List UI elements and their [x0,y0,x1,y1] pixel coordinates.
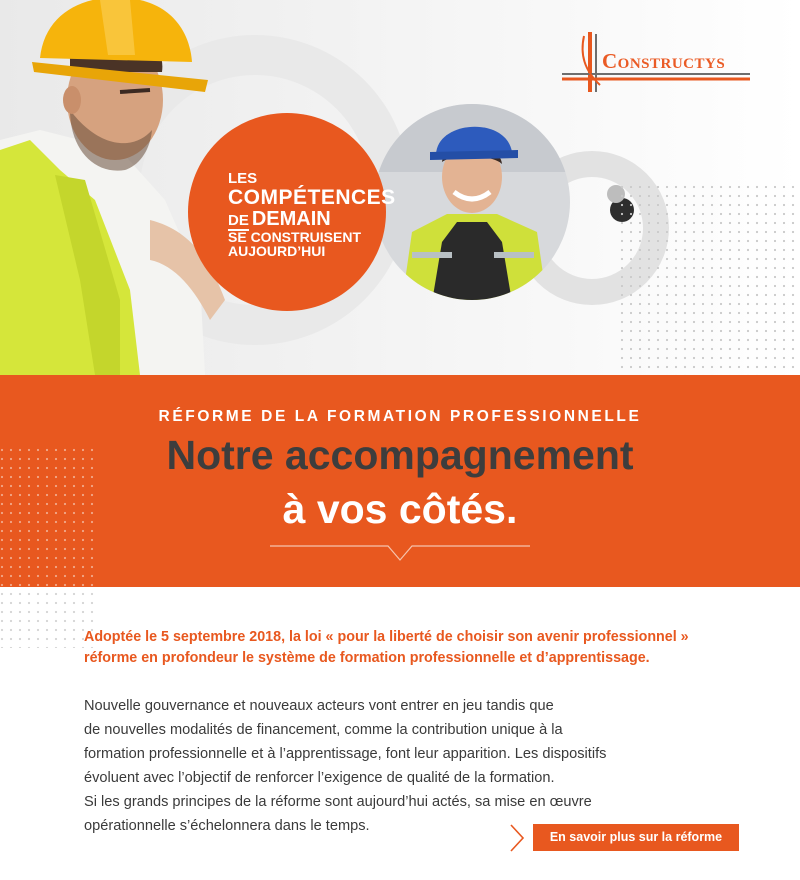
slogan-text [228,171,396,259]
paragraph-line: de nouvelles modalités de financement, comme la contribution unique à la [84,722,563,738]
slogan-line-2: COMPÉTENCES [228,185,396,209]
slogan-line-4: SE CONSTRUISENT [228,228,362,245]
slogan-line-5: AUJOURD’HUI [228,243,326,260]
slogan-line-3 [228,209,396,230]
paragraph-line: opérationnelle s’échelonnera dans le temps. [84,818,370,834]
paragraph-line: Si les grands principes de la réforme sont aujourd’hui actés, sa mise en œuvre [84,794,592,810]
dot-pattern-right [620,185,800,375]
intro-text: Adoptée le 5 septembre 2018, la loi « pour la liberté de choisir son avenir professionnel » réforme en profondeur le système de formation professionnelle et d’apprentissage. [84,629,689,666]
reform-band [0,375,800,587]
reform-description [84,694,744,838]
hero-banner [0,0,800,375]
paragraph-line: formation professionnelle et à l’apprentissage, font leur apparition. Les dispositifs [84,746,607,762]
chevron-right-icon[interactable] [508,823,526,853]
speech-pointer-divider [270,540,530,568]
learn-more-reform-button[interactable]: En savoir plus sur la réforme [533,824,739,851]
slogan-demain: DEMAIN [251,207,331,230]
slogan-circle [188,113,396,311]
logo-text: Constructys [602,49,726,73]
band-headline-line-2: à vos côtés. [282,486,518,532]
slogan-de: DE [228,211,249,229]
band-kicker: RÉFORME DE LA FORMATION PROFESSIONNELLE [158,408,642,425]
woman-photo-circle [372,102,572,302]
constructys-logo[interactable] [560,30,760,95]
paragraph-line: évoluent avec l’objectif de renforcer l’exigence de qualité de la formation. [84,770,555,786]
band-headline-line-1: Notre accompagnement [166,432,634,478]
paragraph-line: Nouvelle gouvernance et nouveaux acteurs vont entrer en jeu tandis que [84,698,554,714]
dot-pattern-left [0,448,95,648]
slogan-line-1: LES [228,170,258,187]
